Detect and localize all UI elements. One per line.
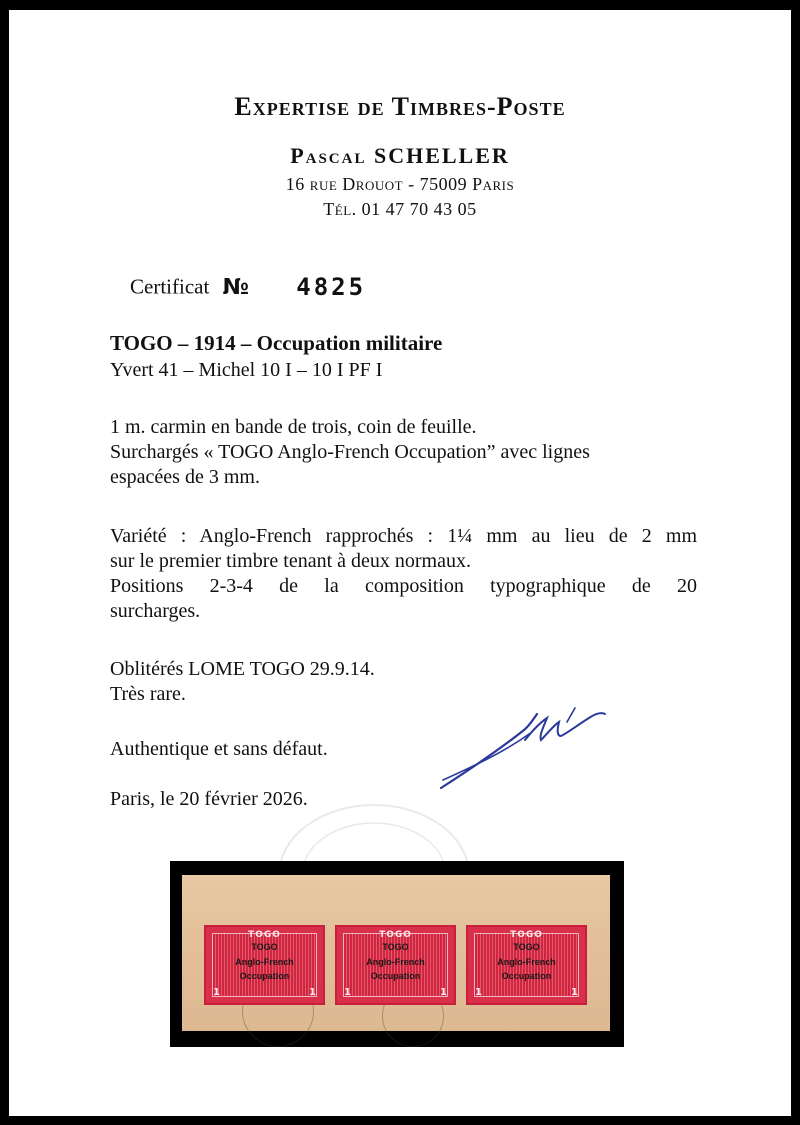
expert-name: Pascal SCHELLER bbox=[290, 143, 510, 168]
header-title: Expertise de Timbres-Poste bbox=[234, 92, 566, 121]
expert-phone: Tél. 01 47 70 43 05 bbox=[323, 199, 477, 219]
place-date-line: Paris, le 20 février 2026. bbox=[110, 788, 308, 810]
stamp-left bbox=[204, 925, 325, 1005]
stamp-value: 1 bbox=[344, 987, 351, 998]
variety-line: Positions 2-3-4 de la composition typographique de 20 bbox=[110, 575, 697, 597]
rarity-line: Très rare. bbox=[110, 683, 186, 705]
stamp-value: 1 bbox=[213, 987, 220, 998]
certificate-number-row bbox=[130, 273, 366, 301]
overprint-occupation: Occupation bbox=[239, 971, 290, 981]
overprint-anglo-french: Anglo-French bbox=[497, 957, 556, 967]
cancellation-line: Oblitérés LOME TOGO 29.9.14. bbox=[110, 658, 375, 680]
overprint-anglo-french: Anglo-French bbox=[235, 957, 294, 967]
certificate-label: Certificat bbox=[130, 274, 210, 299]
catalog-reference: Yvert 41 – Michel 10 I – 10 I PF I bbox=[110, 359, 383, 381]
variety-line: surcharges. bbox=[110, 600, 201, 622]
variety-line: Variété : Anglo-French rapprochés : 1¼ mm au lieu de 2 mm bbox=[110, 525, 697, 547]
stamp-right bbox=[466, 925, 587, 1005]
certificate-sheet bbox=[9, 10, 791, 1116]
variety-block bbox=[110, 524, 697, 624]
overprint-occupation: Occupation bbox=[501, 971, 552, 981]
overprint-occupation: Occupation bbox=[370, 971, 421, 981]
description-line: Surchargés « TOGO Anglo-French Occupation” avec lignes bbox=[110, 441, 590, 463]
stamp-value: 1 bbox=[571, 987, 578, 998]
description-block bbox=[110, 415, 697, 490]
stamp-photo bbox=[170, 861, 624, 1047]
stamp-country: TOGO bbox=[248, 930, 281, 940]
variety-line: sur le premier timbre tenant à deux normaux. bbox=[110, 550, 471, 572]
expert-signature bbox=[429, 700, 609, 795]
stamp-value: 1 bbox=[475, 987, 482, 998]
stamp-paper bbox=[182, 875, 610, 1031]
overprint-anglo-french: Anglo-French bbox=[366, 957, 425, 967]
stamp-value: 1 bbox=[440, 987, 447, 998]
stamp-title: TOGO – 1914 – Occupation militaire bbox=[110, 331, 443, 355]
stamp-country: TOGO bbox=[379, 930, 412, 940]
stamp-value: 1 bbox=[309, 987, 316, 998]
verdict-line: Authentique et sans défaut. bbox=[110, 738, 328, 760]
overprint-togo: TOGO bbox=[513, 942, 540, 952]
stamp-country: TOGO bbox=[510, 930, 543, 940]
expert-address: 16 rue Drouot - 75009 Paris bbox=[285, 174, 515, 194]
description-line: 1 m. carmin en bande de trois, coin de feuille. bbox=[110, 416, 477, 438]
overprint-togo: TOGO bbox=[251, 942, 278, 952]
number-symbol: № bbox=[222, 274, 250, 300]
description-line: espacées de 3 mm. bbox=[110, 466, 260, 488]
overprint-togo: TOGO bbox=[382, 942, 409, 952]
stamp-middle bbox=[335, 925, 456, 1005]
certificate-number: 4825 bbox=[296, 273, 367, 302]
